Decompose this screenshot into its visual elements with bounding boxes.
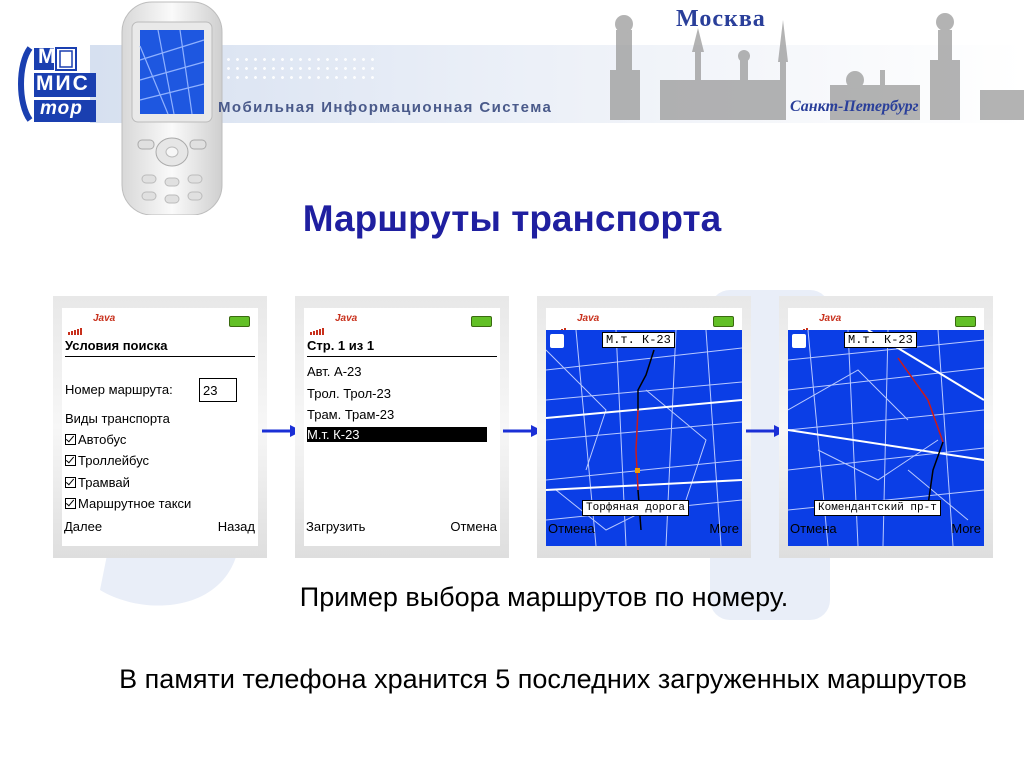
signal-icon: [310, 317, 325, 335]
checkbox-bus[interactable]: [65, 432, 126, 447]
city-moscow: Москва: [676, 6, 766, 32]
phone-screen-results: [295, 296, 509, 558]
java-icon: Java: [819, 313, 842, 324]
display: [62, 308, 258, 546]
signal-icon: [68, 317, 83, 335]
checkbox-checked-icon: [65, 455, 76, 466]
page-title: Маршруты транспорта: [302, 198, 722, 239]
phone-screen-search: [53, 296, 267, 558]
route-number-input[interactable]: 23: [199, 378, 237, 402]
header-dot-pattern: [215, 55, 375, 85]
checkbox-label: Трамвай: [78, 475, 130, 490]
softkey-load[interactable]: Загрузить: [306, 519, 366, 534]
map-pin-icon: [792, 334, 806, 348]
phone-screen-map-1: [537, 296, 751, 558]
checkbox-label: Маршрутное такси: [78, 496, 192, 511]
caption: Пример выбора маршрутов по номеру.: [299, 582, 789, 612]
checkbox-minibus[interactable]: [65, 496, 191, 511]
display: [304, 308, 500, 546]
battery-icon: [229, 316, 250, 327]
logo-letter-m: М: [38, 45, 56, 68]
map-pin-icon: [550, 334, 564, 348]
status-bar: [546, 308, 742, 330]
checkbox-checked-icon: [65, 477, 76, 488]
screen-title: Условия поиска: [65, 338, 168, 353]
route-number-label: Номер маршрута:: [65, 382, 173, 397]
checkbox-label: Троллейбус: [78, 453, 150, 468]
battery-icon: [713, 316, 734, 327]
list-item[interactable]: Трол. Трол-23: [307, 386, 391, 401]
screen-title: Стр. 1 из 1: [307, 338, 375, 353]
logo-line1: МИС: [36, 72, 90, 95]
header-banner: [0, 0, 1024, 140]
logo-line2: тор: [40, 98, 83, 119]
street-label: Торфяная дорога: [582, 500, 689, 516]
display: [788, 308, 984, 546]
status-bar: [788, 308, 984, 330]
city-spb: Санкт-Петербург: [790, 98, 919, 115]
memory-note: В памяти телефона хранится 5 последних загруженных маршрутов: [119, 664, 967, 694]
list-item-selected[interactable]: М.т. К-23: [307, 427, 487, 442]
battery-icon: [955, 316, 976, 327]
java-icon: Java: [335, 313, 358, 324]
softkey-more[interactable]: More: [951, 521, 981, 536]
route-map[interactable]: [546, 330, 742, 546]
status-bar: [304, 308, 500, 330]
street-label: Комендантский пр-т: [814, 500, 941, 516]
battery-icon: [471, 316, 492, 327]
route-label: М.т. К-23: [844, 332, 917, 348]
softkey-cancel[interactable]: Отмена: [790, 521, 837, 536]
route-map[interactable]: [788, 330, 984, 546]
route-label: М.т. К-23: [602, 332, 675, 348]
phone-illustration: [118, 0, 226, 215]
title-divider: [65, 356, 255, 357]
checkbox-label: Автобус: [78, 432, 127, 447]
checkbox-checked-icon: [65, 498, 76, 509]
softkey-cancel[interactable]: Отмена: [450, 519, 497, 534]
transport-types-label: Виды транспорта: [65, 411, 170, 426]
list-item[interactable]: Трам. Трам-23: [307, 407, 395, 422]
softkey-back[interactable]: Назад: [217, 519, 255, 534]
java-icon: Java: [577, 313, 600, 324]
status-bar: [62, 308, 258, 330]
softkey-more[interactable]: More: [709, 521, 739, 536]
java-icon: Java: [93, 313, 116, 324]
title-divider: [307, 356, 497, 357]
softkey-next[interactable]: Далее: [64, 519, 103, 534]
phone-screen-map-2: [779, 296, 993, 558]
checkbox-tram[interactable]: [65, 475, 130, 490]
checkbox-checked-icon: [65, 434, 76, 445]
checkbox-trolleybus[interactable]: [65, 453, 149, 468]
display: [546, 308, 742, 546]
system-name: Мобильная Информационная Система: [218, 99, 553, 116]
list-item[interactable]: Авт. А-23: [307, 364, 362, 379]
softkey-cancel[interactable]: Отмена: [548, 521, 595, 536]
